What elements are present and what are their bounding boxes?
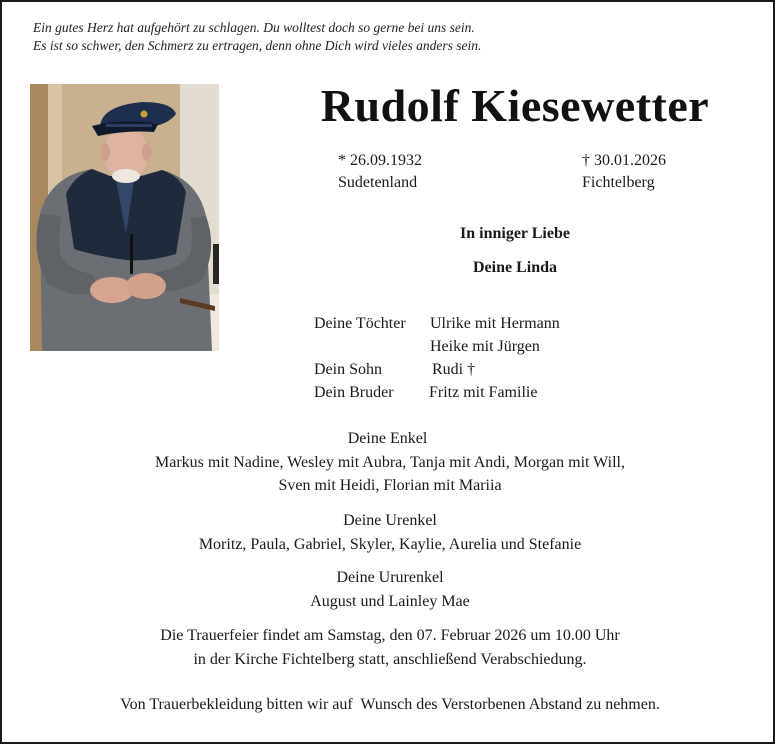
great-grandchildren-heading: Deine Urenkel xyxy=(343,512,437,529)
family-names-daughter-2: Heike mit Jürgen xyxy=(430,338,540,355)
family-relation-daughters: Deine Töchter xyxy=(314,315,406,332)
motto-line-2: Es ist so schwer, den Schmerz zu ertragen, denn ohne Dich wird vieles anders sein. xyxy=(33,38,482,53)
great-great-grandchildren-heading: Deine Ururenkel xyxy=(336,569,444,586)
funeral-line-2: in der Kirche Fichtelberg statt, anschließend Verabschiedung. xyxy=(193,651,587,668)
dedication-line-1: In inniger Liebe xyxy=(460,225,570,242)
great-grandchildren-line: Moritz, Paula, Gabriel, Skyler, Kaylie, Aurelia und Stefanie xyxy=(198,536,582,553)
portrait-photo xyxy=(30,84,219,351)
family-names-brother: Fritz mit Familie xyxy=(429,384,538,401)
birth-place: Sudetenland xyxy=(338,174,418,191)
attire-note: Von Trauerbekleidung bitten wir auf Wunsch des Verstorbenen Abstand zu nehmen. xyxy=(120,696,660,713)
motto-line-1: Ein gutes Herz hat aufgehört zu schlagen. Du wolltest doch so gerne bei uns sein. xyxy=(33,20,475,35)
grandchildren-line-1: Markus mit Nadine, Wesley mit Aubra, Tanja mit Andi, Morgan mit Will, xyxy=(155,454,625,471)
death-date: † 30.01.2026 xyxy=(582,152,666,169)
death-place: Fichtelberg xyxy=(582,174,655,191)
funeral-line-1: Die Trauerfeier findet am Samstag, den 07. Februar 2026 um 10.00 Uhr xyxy=(160,627,620,644)
dedication-line-2: Deine Linda xyxy=(472,259,557,276)
birth-date: * 26.09.1932 xyxy=(338,152,422,169)
motto xyxy=(33,19,481,55)
birth-info xyxy=(338,150,422,194)
family-relation-brother: Dein Bruder xyxy=(314,384,394,401)
family-names-son: Rudi † xyxy=(432,361,476,378)
grandchildren-line-2: Sven mit Heidi, Florian mit Mariia xyxy=(278,477,502,494)
portrait-illustration xyxy=(30,84,219,351)
family-names-daughter-1: Ulrike mit Hermann xyxy=(430,315,560,332)
grandchildren-heading: Deine Enkel xyxy=(347,430,428,447)
great-great-grandchildren-line: August und Lainley Mae xyxy=(310,593,470,610)
deceased-name: Rudolf Kiesewetter xyxy=(320,80,710,131)
death-info xyxy=(582,150,666,194)
family-relation-son: Dein Sohn xyxy=(314,361,382,378)
